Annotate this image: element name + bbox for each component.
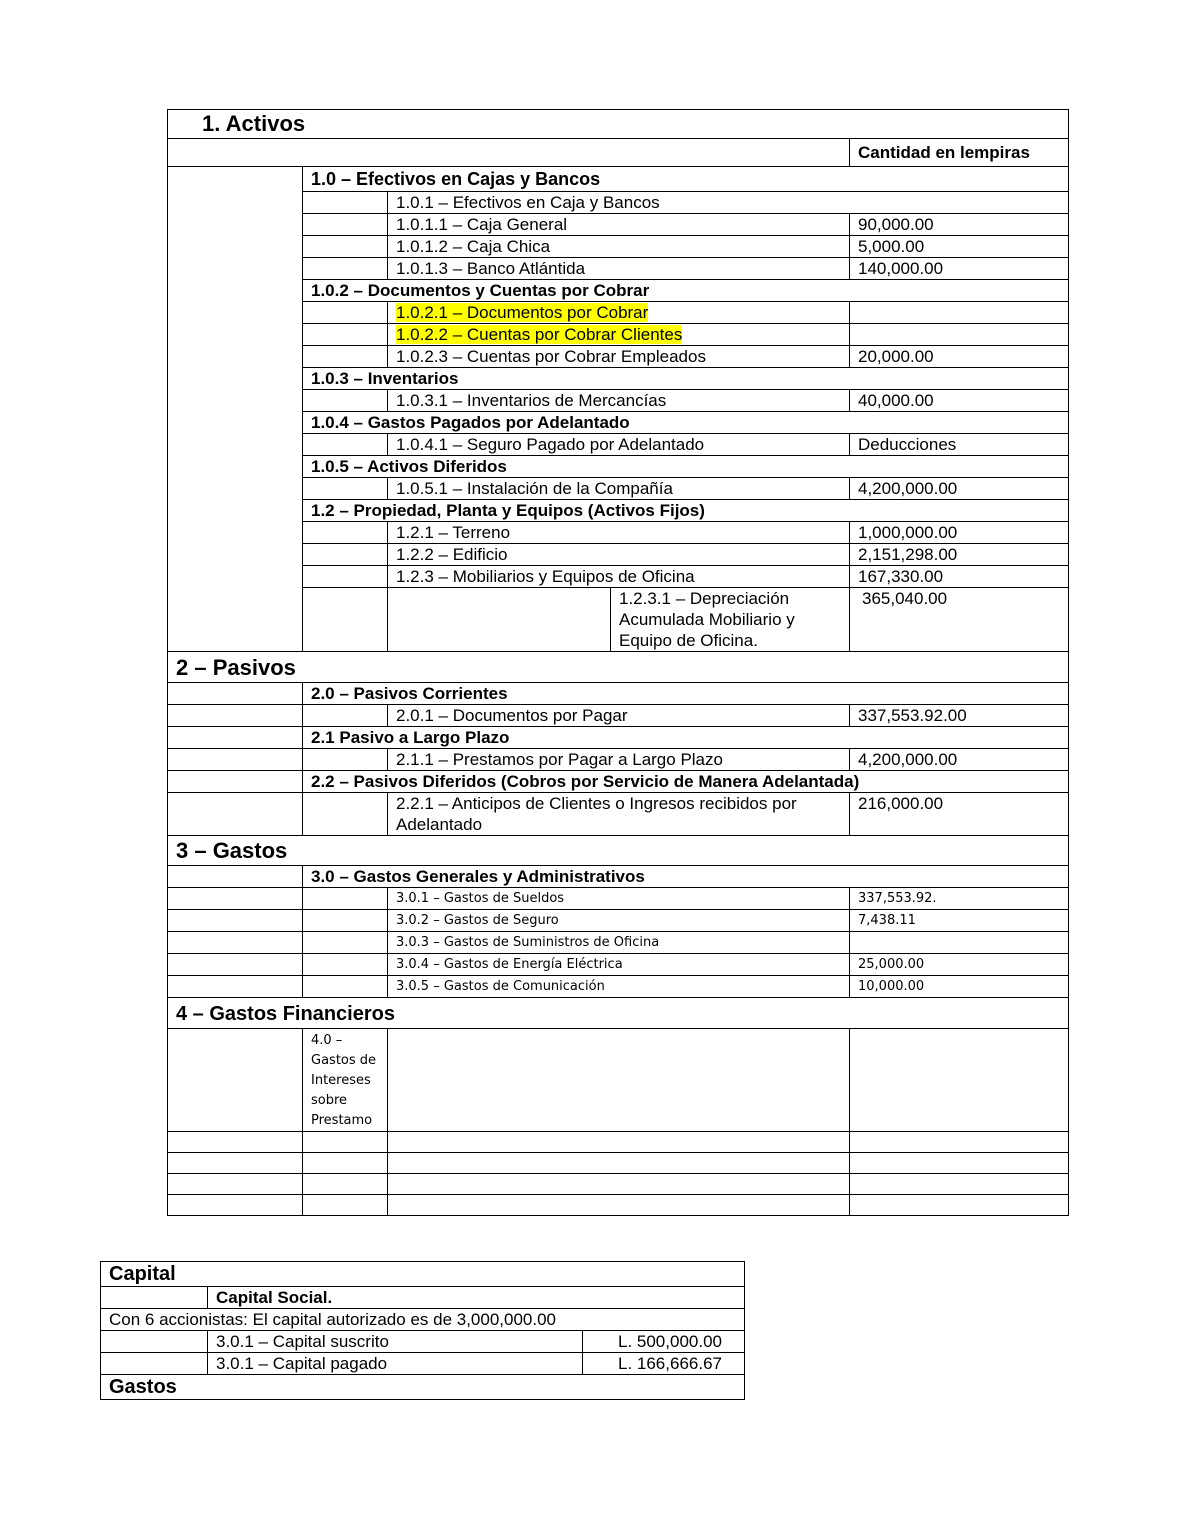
account-amount: 4,200,000.00	[850, 478, 1069, 500]
account-amount: 5,000.00	[850, 236, 1069, 258]
account-amount: L. 166,666.67	[583, 1353, 745, 1375]
empty-cell	[168, 1174, 303, 1195]
account-label: 3.0.1 – Gastos de Sueldos	[388, 888, 850, 910]
account-label: 3.0.1 – Capital suscrito	[208, 1331, 583, 1353]
account-label: 3.0.4 – Gastos de Energía Eléctrica	[388, 954, 850, 976]
group-title: 2.0 – Pasivos Corrientes	[303, 683, 1069, 705]
account-amount: 7,438.11	[850, 910, 1069, 932]
account-amount: 140,000.00	[850, 258, 1069, 280]
account-label: 3.0.5 – Gastos de Comunicación	[388, 976, 850, 998]
account-amount: 365,040.00	[850, 588, 1069, 652]
account-amount: 2,151,298.00	[850, 544, 1069, 566]
account-label: 2.1.1 – Prestamos por Pagar a Largo Plazo	[388, 749, 850, 771]
account-label: 1.0.1.2 – Caja Chica	[388, 236, 850, 258]
account-label: 1.0.1 – Efectivos en Caja y Bancos	[388, 192, 1069, 214]
capital-table	[100, 1261, 745, 1400]
group-title: 3.0 – Gastos Generales y Administrativos	[303, 866, 1069, 888]
account-label: 3.0.3 – Gastos de Suministros de Oficina	[388, 932, 850, 954]
group-title: 1.0.4 – Gastos Pagados por Adelantado	[303, 412, 1069, 434]
section-title-activos: 1. Activos	[168, 110, 1069, 139]
capital-title: Capital	[101, 1262, 745, 1287]
account-amount: 167,330.00	[850, 566, 1069, 588]
account-amount: 10,000.00	[850, 976, 1069, 998]
capital-subtitle: Capital Social.	[208, 1287, 745, 1309]
account-label: 1.0.1.1 – Caja General	[388, 214, 850, 236]
section-title-pasivos: 2 – Pasivos	[168, 652, 1069, 683]
account-amount: L. 500,000.00	[583, 1331, 745, 1353]
group-title: 1.0 – Efectivos en Cajas y Bancos	[303, 167, 1069, 192]
account-label: 1.0.1.3 – Banco Atlántida	[388, 258, 850, 280]
account-amount: 1,000,000.00	[850, 522, 1069, 544]
account-amount	[850, 324, 1069, 346]
account-amount: 40,000.00	[850, 390, 1069, 412]
account-label: 1.2.1 – Terreno	[388, 522, 850, 544]
capital-gastos-title: Gastos	[101, 1375, 745, 1400]
section-title-gastos-financieros: 4 – Gastos Financieros	[168, 998, 1069, 1029]
empty-cell	[168, 1195, 303, 1216]
account-label: 1.0.2.3 – Cuentas por Cobrar Empleados	[388, 346, 850, 368]
account-amount	[850, 932, 1069, 954]
account-label: 2.0.1 – Documentos por Pagar	[388, 705, 850, 727]
account-label: 1.2.2 – Edificio	[388, 544, 850, 566]
empty-cell	[168, 1153, 303, 1174]
account-label: 4.0 – Gastos de Intereses sobre Prestamo	[303, 1029, 388, 1132]
account-amount: 337,553.92.	[850, 888, 1069, 910]
account-amount: 25,000.00	[850, 954, 1069, 976]
account-label: 1.0.3.1 – Inventarios de Mercancías	[388, 390, 850, 412]
account-label: 1.2.3.1 – Depreciación Acumulada Mobiliario y Equipo de Oficina.	[611, 588, 850, 652]
group-title: 1.0.3 – Inventarios	[303, 368, 1069, 390]
account-amount: 4,200,000.00	[850, 749, 1069, 771]
group-title: 2.2 – Pasivos Diferidos (Cobros por Servicio de Manera Adelantada)	[303, 771, 1069, 793]
account-label: 2.2.1 – Anticipos de Clientes o Ingresos recibidos por Adelantado	[388, 793, 850, 836]
amount-column-header: Cantidad en lempiras	[850, 139, 1069, 167]
account-label: 1.0.5.1 – Instalación de la Compañía	[388, 478, 850, 500]
highlighted-account-label: 1.0.2.1 – Documentos por Cobrar	[396, 303, 649, 322]
empty-cell	[168, 1132, 303, 1153]
group-title: 2.1 Pasivo a Largo Plazo	[303, 727, 1069, 749]
chart-of-accounts-table	[167, 109, 1069, 1216]
account-amount: 20,000.00	[850, 346, 1069, 368]
account-label: 3.0.2 – Gastos de Seguro	[388, 910, 850, 932]
group-title: 1.0.5 – Activos Diferidos	[303, 456, 1069, 478]
section-title-gastos: 3 – Gastos	[168, 836, 1069, 866]
group-title: 1.0.2 – Documentos y Cuentas por Cobrar	[303, 280, 1069, 302]
account-amount: 337,553.92.00	[850, 705, 1069, 727]
account-amount: 90,000.00	[850, 214, 1069, 236]
account-amount: 216,000.00	[850, 793, 1069, 836]
capital-note: Con 6 accionistas: El capital autorizado es de 3,000,000.00	[101, 1309, 745, 1331]
account-label: 3.0.1 – Capital pagado	[208, 1353, 583, 1375]
account-amount	[850, 302, 1069, 324]
account-amount: Deducciones	[850, 434, 1069, 456]
account-label: 1.2.3 – Mobiliarios y Equipos de Oficina	[388, 566, 850, 588]
highlighted-account-label: 1.0.2.2 – Cuentas por Cobrar Clientes	[396, 325, 683, 344]
account-label: 1.0.4.1 – Seguro Pagado por Adelantado	[388, 434, 850, 456]
group-title: 1.2 – Propiedad, Planta y Equipos (Activos Fijos)	[303, 500, 1069, 522]
